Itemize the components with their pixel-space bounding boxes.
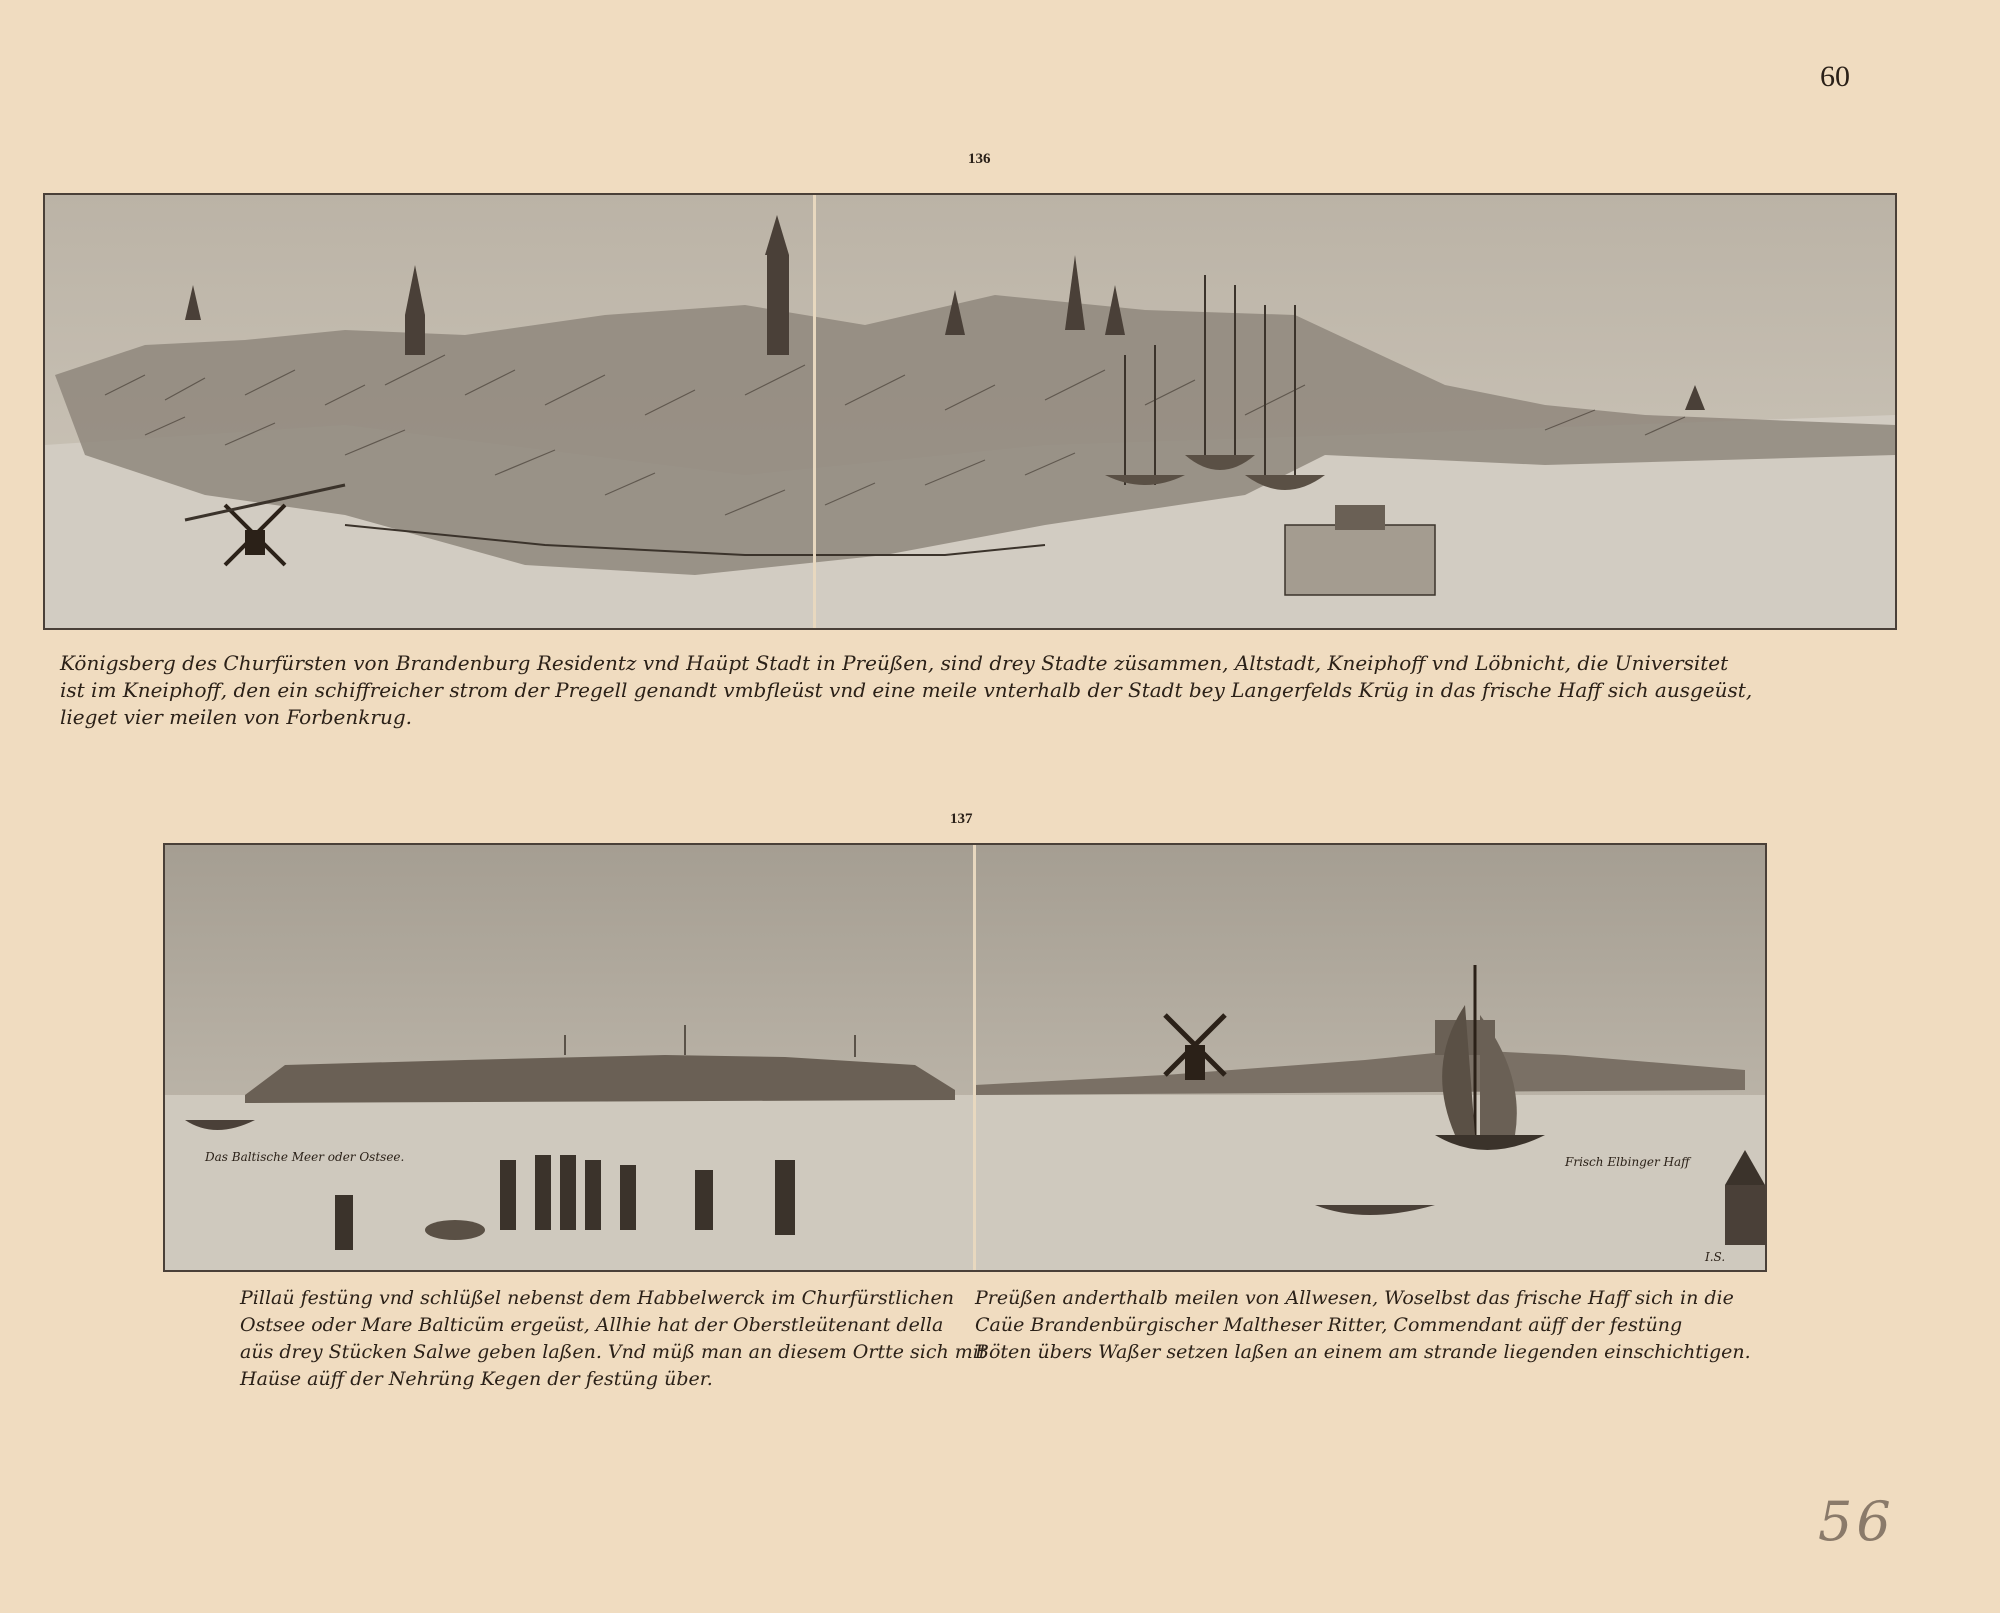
page-number: 60 bbox=[1820, 60, 1850, 93]
caption-137-left-line-2: Ostsee oder Mare Balticüm ergeüst, Allhie hat der Oberstleütenant della bbox=[240, 1314, 944, 1336]
artist-signature: I.S. bbox=[1705, 1250, 1726, 1264]
caption-137-left-line-1: Pillaü festüng vnd schlüßel nebenst dem Habbelwerck im Churfürstlichen bbox=[240, 1287, 954, 1309]
caption-137-right-line-2: Caüe Brandenbürgischer Maltheser Ritter, Commendant aüff der festüng bbox=[975, 1314, 1683, 1336]
caption-136 bbox=[60, 650, 1752, 731]
caption-136-line-3: lieget vier meilen von Forbenkrug. bbox=[60, 705, 412, 729]
label-baltic-sea: Das Baltische Meer oder Ostsee. bbox=[205, 1150, 405, 1164]
label-frisch-haff: Frisch Elbinger Haff bbox=[1565, 1155, 1690, 1169]
plate-number-136: 136 bbox=[968, 151, 991, 167]
caption-136-line-1: Königsberg des Churfürsten von Brandenburg Residentz vnd Haüpt Stadt in Preüßen, sind drey Stadte züsammen, Altstadt, Kneiphoff vnd Löbnicht, die Universitet bbox=[60, 651, 1729, 675]
caption-137-left-line-4: Haüse aüff der Nehrüng Kegen der festüng über. bbox=[240, 1368, 713, 1390]
caption-137-right-line-3: Böten übers Waßer setzen laßen an einem am strande liegenden einschichtigen. bbox=[975, 1341, 1751, 1363]
plate-fold bbox=[813, 195, 816, 628]
pillau-engraving bbox=[165, 845, 1765, 1270]
caption-137-left bbox=[240, 1285, 986, 1393]
caption-137-right bbox=[975, 1285, 1751, 1366]
caption-137-left-line-3: aüs drey Stücken Salwe geben laßen. Vnd müß man an diesem Ortte sich mit bbox=[240, 1341, 987, 1363]
plate-fold bbox=[973, 845, 976, 1270]
plate-number-137: 137 bbox=[950, 811, 973, 827]
caption-137-right-line-1: Preüßen anderthalb meilen von Allwesen, Woselbst das frische Haff sich in die bbox=[975, 1287, 1734, 1309]
pillau-panorama bbox=[163, 843, 1767, 1272]
caption-136-line-2: ist im Kneiphoff, den ein schiffreicher strom der Pregell genandt vmbfleüst vnd eine meile vnterhalb der Stadt bey Langerfelds Krüg in das frische Haff sich ausgeüst, bbox=[60, 678, 1753, 702]
koenigsberg-engraving bbox=[45, 195, 1895, 628]
pencil-folio-mark: 56 bbox=[1818, 1490, 1895, 1553]
koenigsberg-panorama bbox=[43, 193, 1897, 630]
